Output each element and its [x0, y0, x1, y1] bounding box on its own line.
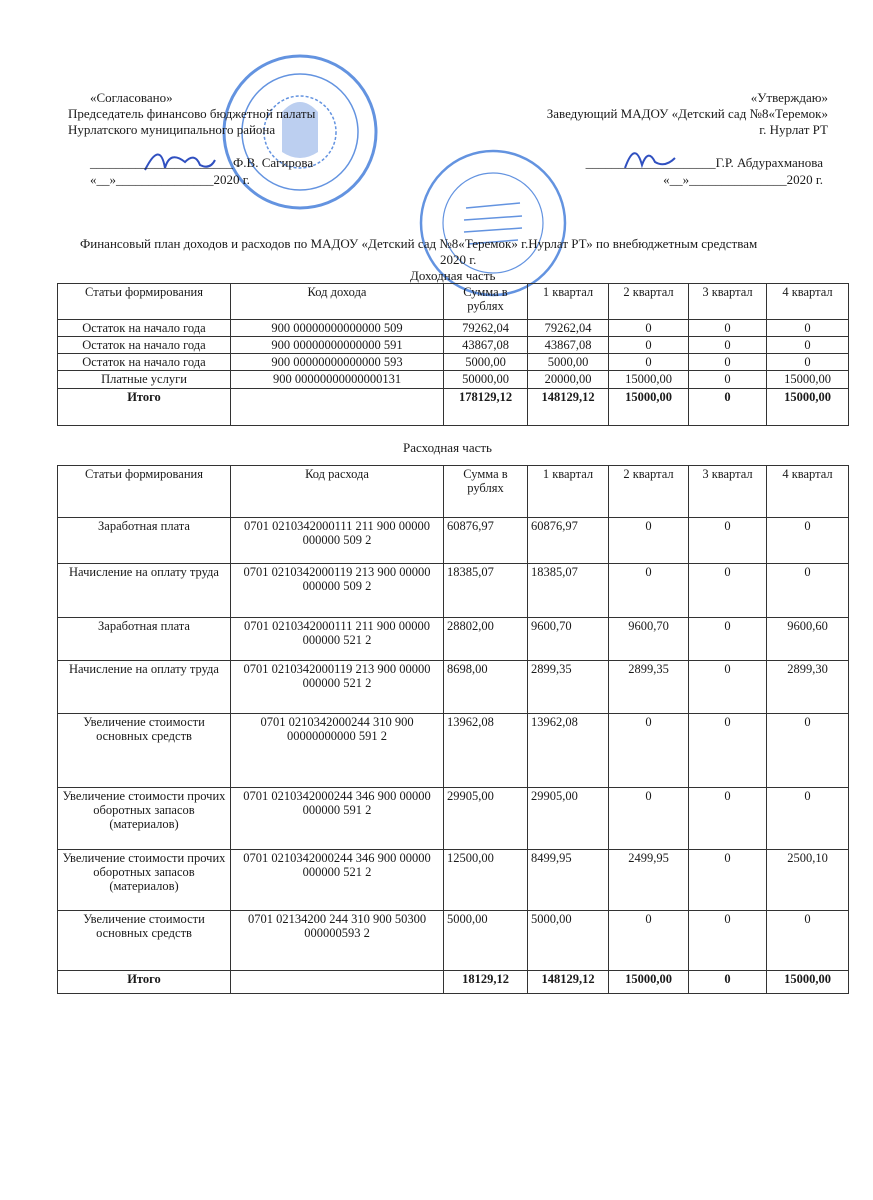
table-row-cell: 0701 0210342000111 211 900 00000 000000 521 2 [231, 618, 444, 661]
table-row-cell: 0 [689, 788, 767, 850]
total-row-cell: 148129,12 [528, 971, 609, 994]
approval-right-city: г. Нурлат РТ [759, 122, 828, 137]
table-row-cell: Платные услуги [58, 371, 231, 389]
table-row-cell: 2499,95 [609, 850, 689, 911]
table-row [58, 788, 849, 850]
table-row-cell: 0 [767, 714, 849, 788]
expense-section-title: Расходная часть [403, 440, 492, 455]
approval-left-signature-line: ______________________Ф.В. Сагирова [90, 155, 314, 170]
income-table [57, 283, 849, 426]
table-row-cell: 0701 0210342000244 346 900 00000 000000 591 2 [231, 788, 444, 850]
table-row-cell: 8499,95 [528, 850, 609, 911]
table-row-cell: 50000,00 [444, 371, 528, 389]
total-row-cell: Итого [58, 971, 231, 994]
table-row-cell: 900 00000000000000131 [231, 371, 444, 389]
total-row-cell: 178129,12 [444, 389, 528, 426]
table-row-cell: 0 [689, 850, 767, 911]
approval-left-signer: Ф.В. Сагирова [233, 155, 314, 170]
table-row-cell: 5000,00 [528, 911, 609, 971]
table-row-cell: 0 [609, 337, 689, 354]
table-row-cell: 0 [609, 714, 689, 788]
total-row-cell: Итого [58, 389, 231, 426]
approval-left-organization: Нурлатского муниципального района [68, 122, 276, 137]
table-row-cell: Начисление на оплату труда [58, 661, 231, 714]
header-row [58, 284, 849, 320]
table-row-cell: 0 [689, 618, 767, 661]
table-row-cell: 60876,97 [444, 518, 528, 564]
table-row [58, 850, 849, 911]
table-row-cell: 0 [767, 788, 849, 850]
table-row-cell: 15000,00 [767, 371, 849, 389]
table-row-cell: 0 [767, 564, 849, 618]
total-row-cell: 0 [689, 389, 767, 426]
total-row-cell: 148129,12 [528, 389, 609, 426]
table-row [58, 911, 849, 971]
table-row-cell: 5000,00 [444, 911, 528, 971]
header-row-cell: 3 квартал [689, 466, 767, 518]
total-row-cell: 0 [689, 971, 767, 994]
table-row-cell: 0 [767, 518, 849, 564]
total-row-cell [231, 389, 444, 426]
table-row [58, 714, 849, 788]
table-row-cell: 2899,35 [609, 661, 689, 714]
table-row-cell: 0 [689, 354, 767, 371]
table-row-cell: 0 [767, 337, 849, 354]
header-row-cell: 4 квартал [767, 284, 849, 320]
header-row-cell: Статьи формирования [58, 466, 231, 518]
header-row-cell: Сумма в рублях [444, 284, 528, 320]
table-row-cell: Увеличение стоимости прочих оборотных запасов (материалов) [58, 850, 231, 911]
table-row-cell: Остаток на начало года [58, 320, 231, 337]
total-row-cell: 15000,00 [609, 389, 689, 426]
table-row-cell: 2899,30 [767, 661, 849, 714]
table-row-cell: 9600,60 [767, 618, 849, 661]
header-row-cell: 2 квартал [609, 466, 689, 518]
table-row-cell: 0701 0210342000111 211 900 00000 000000 509 2 [231, 518, 444, 564]
total-row-cell [231, 971, 444, 994]
header-row-cell: 2 квартал [609, 284, 689, 320]
table-row-cell: 79262,04 [444, 320, 528, 337]
header-row [58, 466, 849, 518]
document-title: Финансовый план доходов и расходов по МАДОУ «Детский сад №8«Теремок» г.Нурлат РТ» по внебюджетным средствам [80, 236, 758, 251]
table-row-cell: 79262,04 [528, 320, 609, 337]
table-row-cell: 0701 0210342000119 213 900 00000 000000 509 2 [231, 564, 444, 618]
table-row-cell: 0 [609, 518, 689, 564]
table-row-cell: 900 00000000000000 509 [231, 320, 444, 337]
table-row-cell: Остаток на начало года [58, 354, 231, 371]
table-row-cell: 5000,00 [444, 354, 528, 371]
income-section-title: Доходная часть [410, 268, 496, 283]
table-row-cell: 29905,00 [444, 788, 528, 850]
table-row-cell: 0 [767, 911, 849, 971]
table-row-cell: 0701 0210342000244 310 900 00000000000 591 2 [231, 714, 444, 788]
approval-left-date: «__»_______________2020 г. [90, 172, 250, 187]
table-row-cell: 0 [609, 564, 689, 618]
header-row-cell: Код дохода [231, 284, 444, 320]
table-row-cell: 8698,00 [444, 661, 528, 714]
table-row-cell: 0 [609, 788, 689, 850]
table-row-cell: 0 [689, 337, 767, 354]
table-row-cell: 0701 0210342000244 346 900 00000 000000 521 2 [231, 850, 444, 911]
total-row-cell: 15000,00 [767, 389, 849, 426]
table-row [58, 371, 849, 389]
table-row-cell: 9600,70 [528, 618, 609, 661]
table-row-cell: Заработная плата [58, 518, 231, 564]
document-title-year: 2020 г. [440, 252, 477, 267]
table-row [58, 518, 849, 564]
table-row-cell: 18385,07 [528, 564, 609, 618]
approval-right-position: Заведующий МАДОУ «Детский сад №8«Теремок» [546, 106, 828, 121]
table-row-cell: 13962,08 [444, 714, 528, 788]
table-row-cell: 0 [609, 911, 689, 971]
table-row-cell: 5000,00 [528, 354, 609, 371]
total-row-cell: 18129,12 [444, 971, 528, 994]
approval-right-heading: «Утверждаю» [750, 90, 828, 105]
table-row-cell: 0 [609, 354, 689, 371]
table-row-cell: Заработная плата [58, 618, 231, 661]
table-row [58, 354, 849, 371]
table-row-cell: Увеличение стоимости прочих оборотных запасов (материалов) [58, 788, 231, 850]
table-row-cell: 0701 0210342000119 213 900 00000 000000 521 2 [231, 661, 444, 714]
approval-right-signature-line: ____________________Г.Р. Абдурахманова [585, 155, 823, 170]
table-row-cell: 20000,00 [528, 371, 609, 389]
header-row-cell: Код расхода [231, 466, 444, 518]
header-row-cell: 3 квартал [689, 284, 767, 320]
table-row [58, 564, 849, 618]
table-row-cell: 0 [609, 320, 689, 337]
table-row-cell: Увеличение стоимости основных средств [58, 911, 231, 971]
table-row-cell: 43867,08 [444, 337, 528, 354]
table-row-cell: 28802,00 [444, 618, 528, 661]
table-row-cell: 0 [689, 911, 767, 971]
table-row-cell: 0 [689, 564, 767, 618]
approval-right-date: «__»_______________2020 г. [663, 172, 823, 187]
table-row-cell: 9600,70 [609, 618, 689, 661]
table-row-cell: 13962,08 [528, 714, 609, 788]
header-row-cell: 4 квартал [767, 466, 849, 518]
table-row-cell: 0 [689, 518, 767, 564]
approval-left-heading: «Согласовано» [90, 90, 173, 105]
table-row-cell: 900 00000000000000 591 [231, 337, 444, 354]
header-row-cell: 1 квартал [528, 284, 609, 320]
approval-left-position: Председатель финансово бюджетной палаты [68, 106, 316, 121]
table-row-cell: 43867,08 [528, 337, 609, 354]
table-row-cell: 900 00000000000000 593 [231, 354, 444, 371]
expense-table [57, 465, 849, 994]
table-row-cell: 0 [689, 661, 767, 714]
table-row-cell: 60876,97 [528, 518, 609, 564]
table-row-cell: 0 [689, 320, 767, 337]
approval-right-signer: Г.Р. Абдурахманова [715, 155, 823, 170]
header-row-cell: Сумма в рублях [444, 466, 528, 518]
header-row-cell: Статьи формирования [58, 284, 231, 320]
table-row-cell: 2899,35 [528, 661, 609, 714]
table-row-cell: 0 [767, 320, 849, 337]
table-row-cell: 15000,00 [609, 371, 689, 389]
total-row-cell: 15000,00 [609, 971, 689, 994]
table-row-cell: 0701 02134200 244 310 900 50300 000000593 2 [231, 911, 444, 971]
table-row [58, 320, 849, 337]
table-row [58, 661, 849, 714]
table-row-cell: 0 [689, 714, 767, 788]
table-row-cell: 0 [689, 371, 767, 389]
table-row-cell: 0 [767, 354, 849, 371]
table-row-cell: 12500,00 [444, 850, 528, 911]
table-row [58, 618, 849, 661]
table-row [58, 337, 849, 354]
table-row-cell: Начисление на оплату труда [58, 564, 231, 618]
table-row-cell: Остаток на начало года [58, 337, 231, 354]
table-row-cell: 29905,00 [528, 788, 609, 850]
total-row-cell: 15000,00 [767, 971, 849, 994]
total-row [58, 389, 849, 426]
table-row-cell: 2500,10 [767, 850, 849, 911]
total-row [58, 971, 849, 994]
table-row-cell: 18385,07 [444, 564, 528, 618]
table-row-cell: Увеличение стоимости основных средств [58, 714, 231, 788]
header-row-cell: 1 квартал [528, 466, 609, 518]
